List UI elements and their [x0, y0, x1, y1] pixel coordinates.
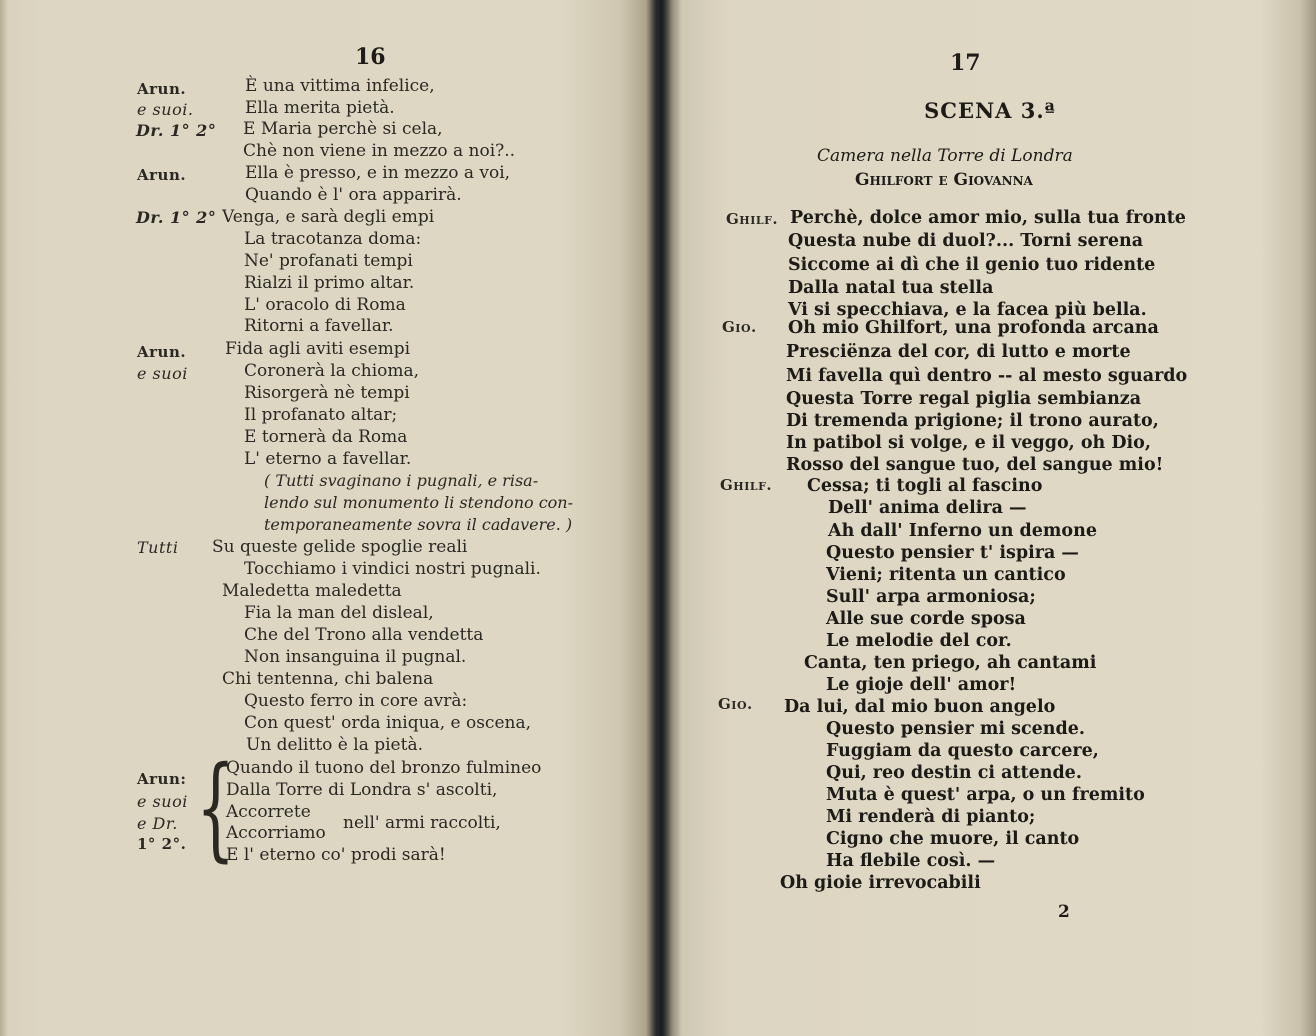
verse-line: Questa nube di duol?... Torni serena: [788, 231, 1144, 251]
speaker-label: Ghilf.: [726, 210, 779, 228]
verse-line: Questo pensier mi scende.: [826, 719, 1085, 739]
speaker-label: e suoi.: [137, 100, 194, 119]
speaker-label: Arun.: [137, 80, 187, 98]
stage-direction: lendo sul monumento li stendono con-: [264, 493, 574, 512]
verse-line: Accorriamo: [226, 823, 326, 843]
verse-line: Ella è presso, e in mezzo a voi,: [245, 163, 511, 183]
verse-line: In patibol si volge, e il veggo, oh Dio,: [786, 433, 1151, 453]
verse-line: L' oracolo di Roma: [244, 295, 406, 315]
verse-line: Venga, e sarà degli empi: [222, 207, 435, 227]
verse-line: Sull' arpa armoniosa;: [826, 587, 1036, 607]
verse-line: Dalla Torre di Londra s' ascolti,: [226, 780, 498, 800]
speaker-label: e suoi: [137, 364, 188, 383]
page-number: 17: [950, 50, 981, 76]
verse-line: Vieni; ritenta un cantico: [826, 565, 1066, 585]
verse-line: Che del Trono alla vendetta: [244, 625, 484, 645]
verse-line: Questo pensier t' ispira —: [826, 543, 1079, 563]
verse-line: Fida agli aviti esempi: [225, 339, 411, 359]
page-number: 16: [355, 44, 386, 70]
verse-line: Cigno che muore, il canto: [826, 829, 1080, 849]
verse-line: Presciënza del cor, di lutto e morte: [786, 342, 1131, 362]
verse-line: Rialzi il primo altar.: [244, 273, 415, 293]
verse-line: Ritorni a favellar.: [244, 316, 394, 336]
speaker-label: Ghilf.: [720, 476, 773, 494]
verse-line: Fia la man del disleal,: [244, 603, 434, 623]
speaker-label: Dr. 1° 2°: [136, 208, 217, 227]
verse-line: L' eterno a favellar.: [244, 449, 412, 469]
verse-line: Siccome ai dì che il genio tuo ridente: [788, 255, 1156, 275]
scene-setting: Camera nella Torre di Londra: [817, 146, 1073, 166]
verse-line: Risorgerà nè tempi: [244, 383, 410, 403]
scene-title: SCENA 3.ª: [924, 98, 1056, 123]
verse-line: Ah dall' Inferno un demone: [828, 521, 1097, 541]
verse-line: Dalla natal tua stella: [788, 278, 994, 298]
verse-line: Quando è l' ora apparirà.: [245, 185, 462, 205]
verse-line: Qui, reo destin ci attende.: [826, 763, 1082, 783]
verse-line: Le gioje dell' amor!: [826, 675, 1017, 695]
verse-line: Con quest' orda iniqua, e oscena,: [244, 713, 531, 733]
speaker-label: 1° 2°.: [137, 835, 187, 853]
verse-line: Canta, ten priego, ah cantami: [804, 653, 1097, 673]
verse-line: Cessa; ti togli al fascino: [807, 476, 1043, 496]
verse-line: Vi si specchiava, e la facea più bella.: [788, 300, 1147, 320]
verse-line: Non insanguina il pugnal.: [244, 647, 467, 667]
signature-mark: 2: [1058, 902, 1070, 922]
verse-line: Rosso del sangue tuo, del sangue mio!: [786, 455, 1164, 475]
verse-line: Chi tentenna, chi balena: [222, 669, 434, 689]
verse-line: Fuggiam da questo carcere,: [826, 741, 1099, 761]
verse-line: Mi renderà di pianto;: [826, 807, 1036, 827]
speaker-label: Dr. 1° 2°: [136, 121, 217, 140]
verse-line: Alle sue corde sposa: [826, 609, 1026, 629]
verse-line: Ella merita pietà.: [245, 98, 395, 118]
speaker-label: Gio.: [718, 695, 753, 713]
speaker-label: Arun.: [137, 343, 187, 361]
verse-line: Dell' anima delira —: [828, 498, 1027, 518]
verse-line: È una vittima infelice,: [245, 76, 435, 96]
verse-line: Quando il tuono del bronzo fulmineo: [226, 758, 542, 778]
right-page: [660, 0, 1316, 1036]
speaker-label: Arun:: [137, 770, 187, 788]
verse-line: Tocchiamo i vindici nostri pugnali.: [244, 559, 541, 579]
verse-line: Di tremenda prigione; il trono aurato,: [786, 411, 1159, 431]
verse-line: Un delitto è la pietà.: [246, 735, 423, 755]
brace-mark: {: [196, 743, 236, 873]
speaker-label: Tutti: [137, 538, 179, 557]
scene-characters: Ghilfort e Giovanna: [855, 170, 1033, 190]
verse-line: E l' eterno co' prodi sarà!: [226, 845, 446, 865]
verse-line: Oh mio Ghilfort, una profonda arcana: [788, 318, 1159, 338]
verse-line: Maledetta maledetta: [222, 581, 402, 601]
verse-line: nell' armi raccolti,: [343, 813, 501, 833]
verse-line: Chè non viene in mezzo a noi?..: [243, 141, 516, 161]
verse-line: Coronerà la chioma,: [244, 361, 420, 381]
verse-line: Ne' profanati tempi: [244, 251, 413, 271]
verse-line: Su queste gelide spoglie reali: [212, 537, 468, 557]
verse-line: Questa Torre regal piglia sembianza: [786, 389, 1142, 409]
verse-line: Da lui, dal mio buon angelo: [784, 697, 1056, 717]
speaker-label: Arun.: [137, 166, 187, 184]
verse-line: E tornerà da Roma: [244, 427, 408, 447]
verse-line: Le melodie del cor.: [826, 631, 1012, 651]
verse-line: Accorrete: [226, 802, 311, 822]
verse-line: Oh gioie irrevocabili: [780, 873, 981, 893]
verse-line: Mi favella quì dentro -- al mesto sguardo: [786, 366, 1188, 386]
verse-line: Questo ferro in core avrà:: [244, 691, 468, 711]
speaker-label: e suoi: [137, 792, 188, 811]
stage-direction: ( Tutti svaginano i pugnali, e risa-: [264, 471, 539, 490]
book-gutter: [646, 0, 672, 1036]
verse-line: Ha flebile così. —: [826, 851, 996, 871]
stage-direction: temporaneamente sovra il cadavere. ): [264, 515, 573, 534]
verse-line: La tracotanza doma:: [244, 229, 422, 249]
verse-line: Il profanato altar;: [244, 405, 398, 425]
speaker-label: Gio.: [722, 318, 757, 336]
verse-line: E Maria perchè si cela,: [243, 119, 443, 139]
speaker-label: e Dr.: [137, 814, 178, 833]
verse-line: Muta è quest' arpa, o un fremito: [826, 785, 1145, 805]
verse-line: Perchè, dolce amor mio, sulla tua fronte: [790, 208, 1186, 228]
